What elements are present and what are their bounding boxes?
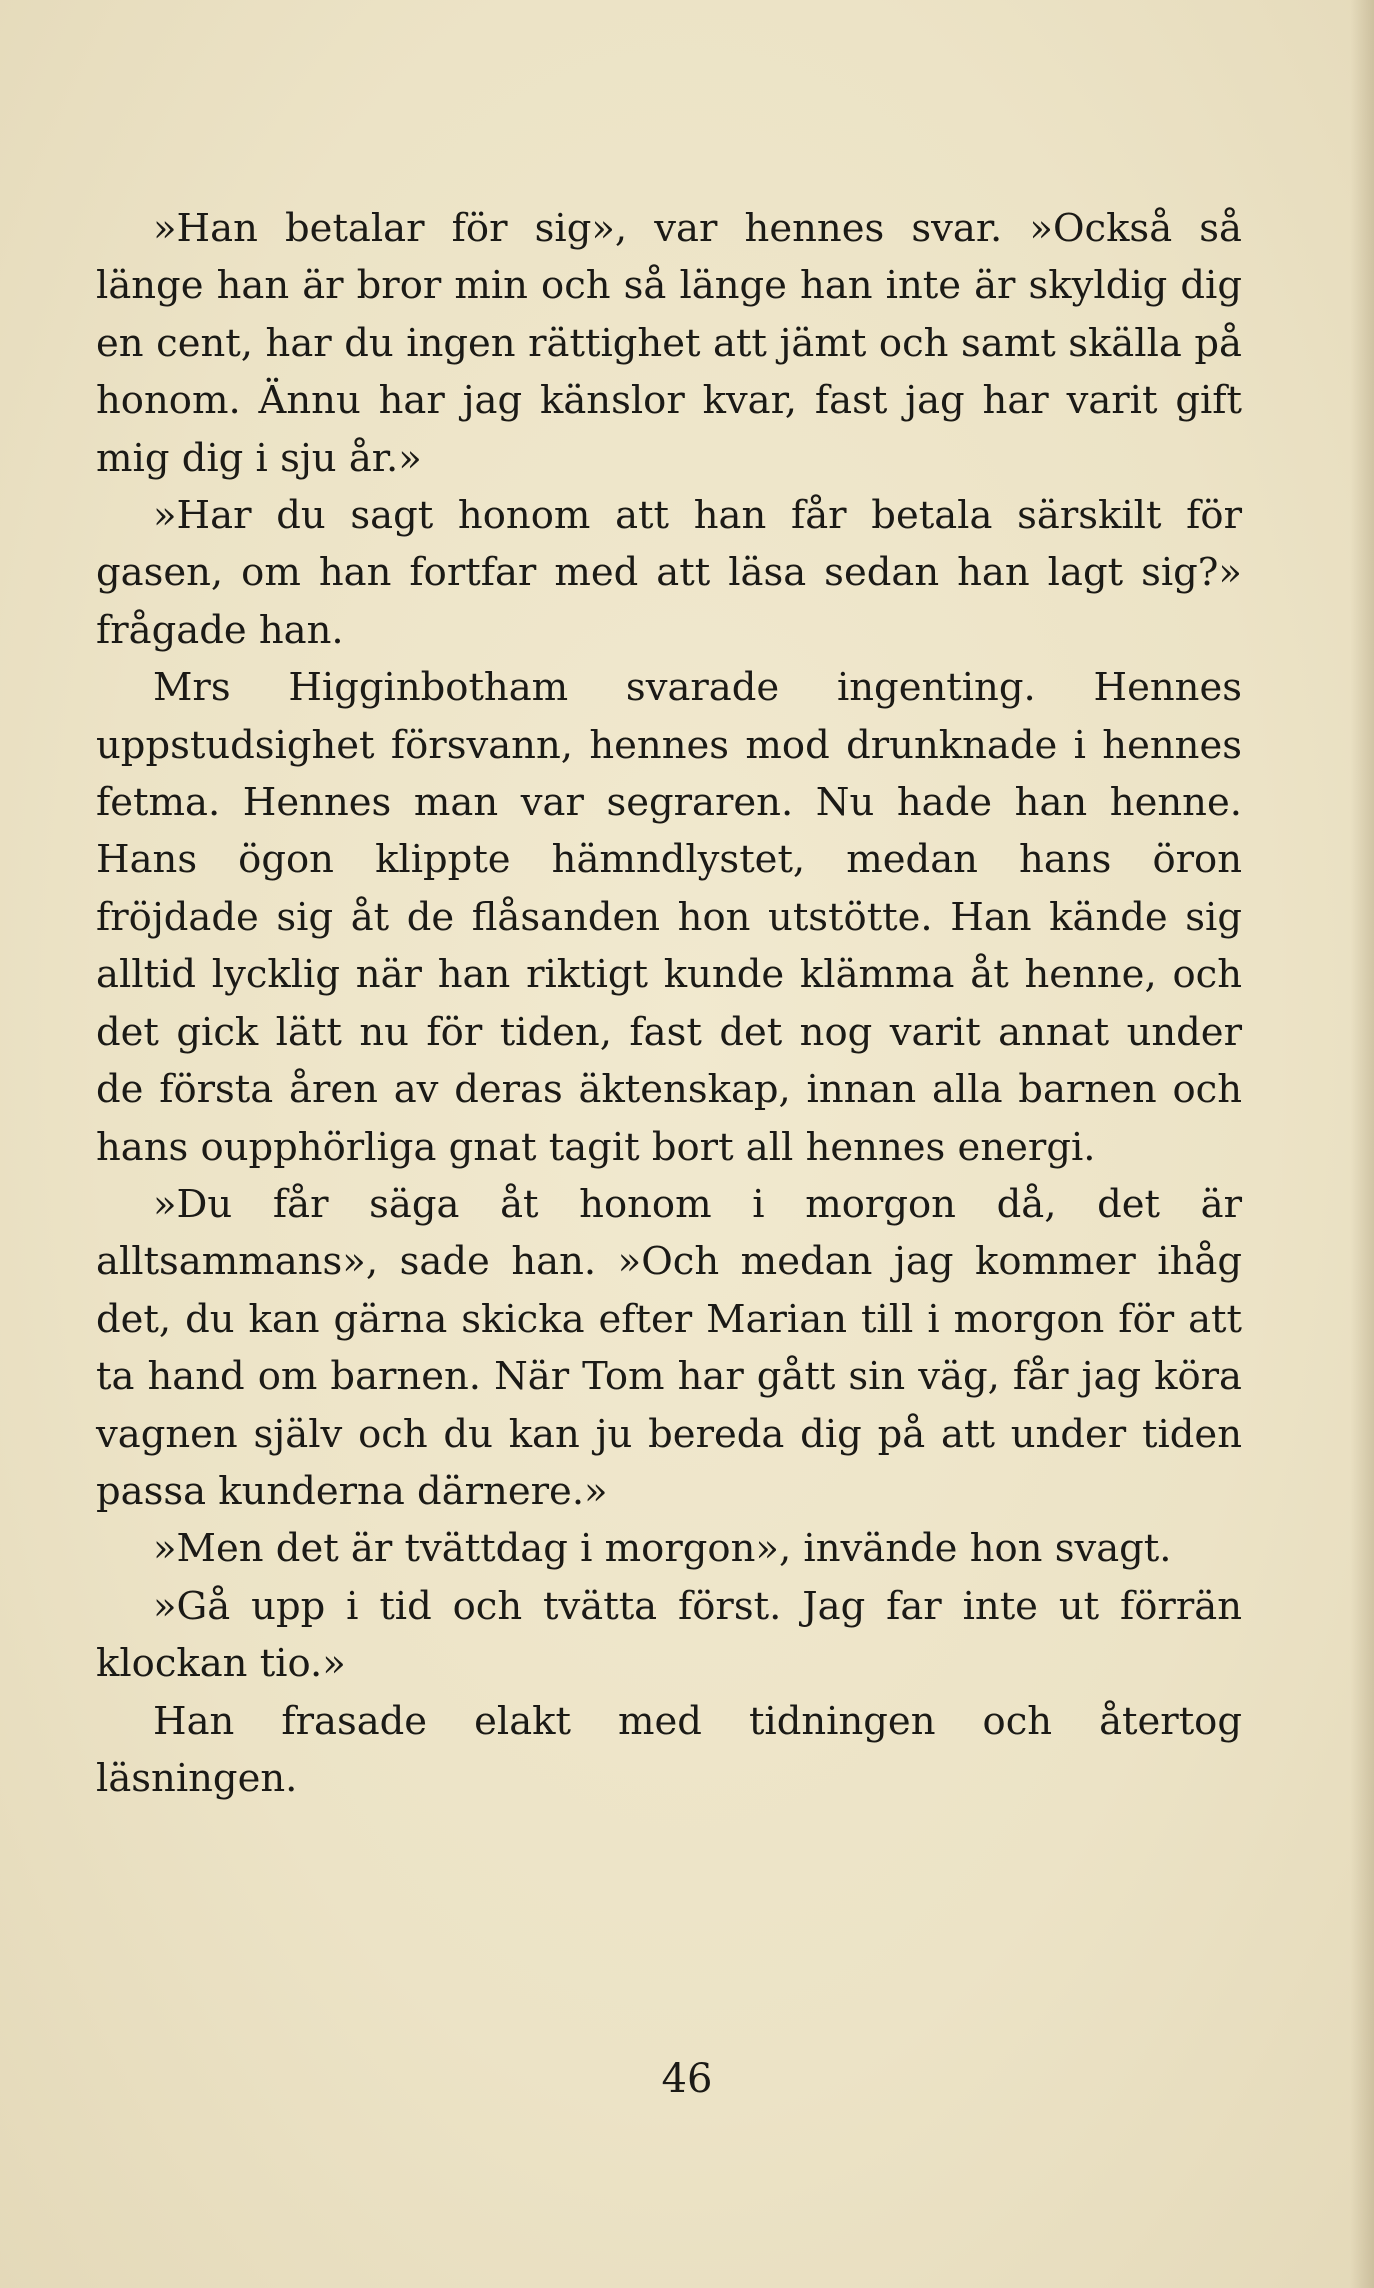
paragraph-6: »Gå upp i tid och tvätta först. Jag far inte ut förrän klockan tio.» — [96, 1583, 1242, 1687]
paragraph-4: »Du får säga åt honom i morgon då, det är alltsammans», sade han. »Och medan jag kommer ihåg det, du kan gärna skicka efter Marian till i morgon för att ta hand om barnen. När Tom har gått sin väg, får jag köra vagnen själv och du kan ju bereda dig på att under tiden passa kunderna därnere.» — [96, 1181, 1242, 1514]
paragraph-2: »Har du sagt honom att han får betala särskilt för gasen, om han fortfar med att läsa sedan han lagt sig?» frågade han. — [96, 493, 1242, 653]
page-number: 46 — [661, 2056, 713, 2102]
body-text — [96, 200, 1242, 1807]
page-edge-shadow — [1350, 0, 1374, 2288]
paragraph-7: Han frasade elakt med tidningen och återtog läsningen. — [96, 1698, 1242, 1801]
paragraph-1: »Han betalar för sig», var hennes svar. »Också så länge han är bror min och så länge han inte är skyldig dig en cent, har du ingen rättighet att jämt och samt skälla på honom. Ännu har jag känslor kvar, fast jag har varit gift mig dig i sju år.» — [96, 206, 1242, 481]
paragraph-3: Mrs Higginbotham svarade ingenting. Hennes uppstudsighet försvann, hennes mod drunknade i hennes fetma. Hennes man var segraren. Nu hade han henne. Hans ögon klippte hämndlystet, medan hans öron fröjdade sig åt de flåsanden hon utstötte. Han kände sig alltid lycklig när han riktigt kunde klämma åt henne, och det gick lätt nu för tiden, fast det nog varit annat under de första åren av deras äktenskap, innan alla barnen och hans oupphörliga gnat tagit bort all hennes energi. — [96, 665, 1242, 1170]
paragraph-5: »Men det är tvättdag i morgon», invände hon svagt. — [153, 1526, 1172, 1572]
